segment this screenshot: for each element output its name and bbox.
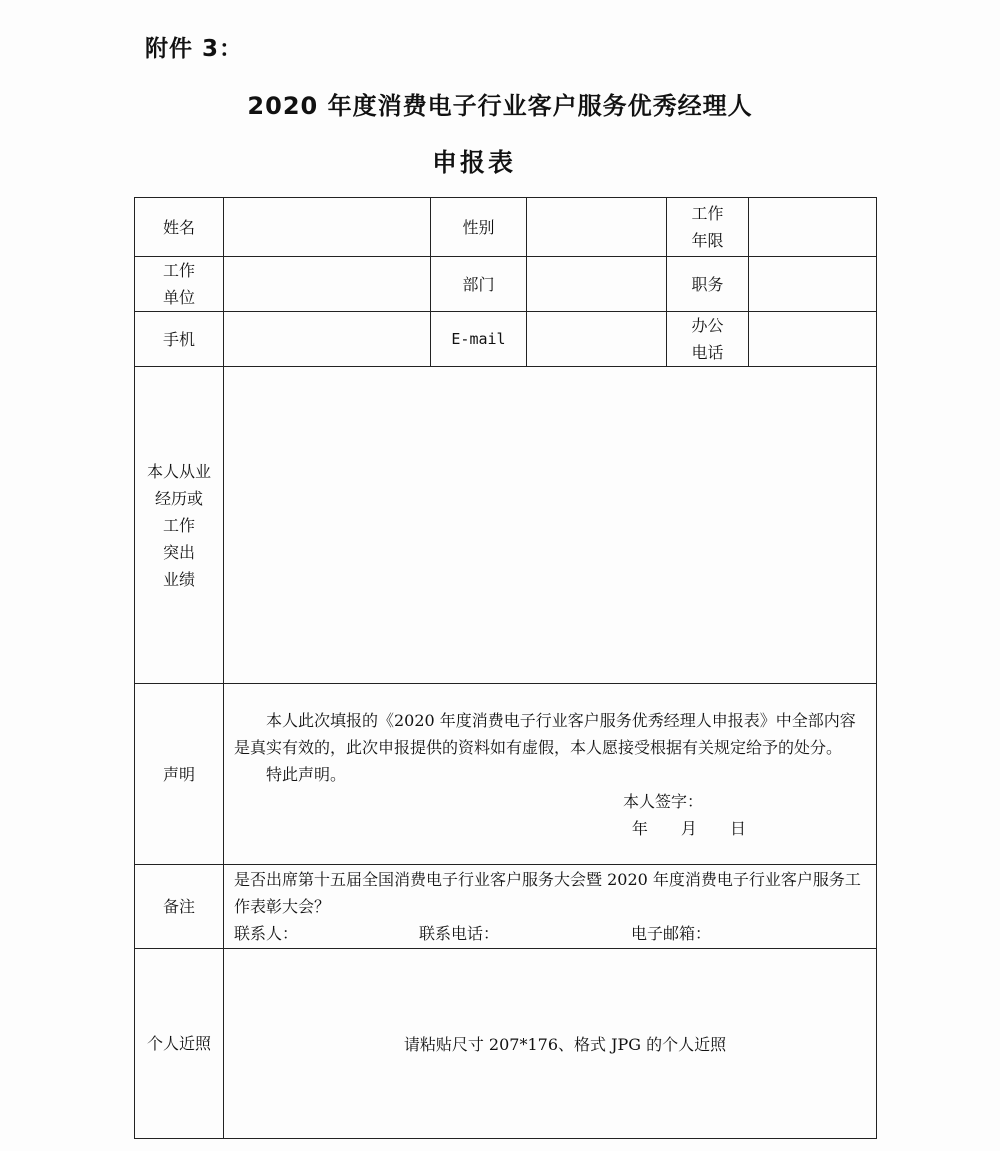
email-field[interactable] xyxy=(527,312,667,367)
career-label xyxy=(135,367,224,684)
contact-person-label: 联系人： xyxy=(234,924,299,943)
name-field[interactable] xyxy=(224,198,431,257)
mobile-label: 手机 xyxy=(135,312,224,367)
form-title: 2020 年度消费电子行业客户服务优秀经理人 xyxy=(247,92,753,120)
declaration-content xyxy=(224,684,877,865)
office-phone-field[interactable] xyxy=(749,312,877,367)
name-label: 姓名 xyxy=(135,198,224,257)
photo-label: 个人近照 xyxy=(135,949,224,1139)
department-field[interactable] xyxy=(527,257,667,312)
office-phone-label xyxy=(667,312,749,367)
attendance-question: 是否出席第十五届全国消费电子行业客户服务大会暨 2020 年度消费电子行业客户服务工作表彰大会？ xyxy=(234,870,861,916)
work-years-label-line1: 工作 xyxy=(691,204,724,223)
photo-instruction: 请粘贴尺寸 207*176、格式 JPG 的个人近照 xyxy=(403,1035,727,1054)
employer-label-line1: 工作 xyxy=(162,261,195,280)
work-years-label-line2: 年限 xyxy=(691,231,724,250)
email-label: E-mail xyxy=(431,312,527,367)
career-label-line5: 业绩 xyxy=(162,569,195,589)
gender-label: 性别 xyxy=(431,198,527,257)
remarks-label: 备注 xyxy=(135,865,224,949)
department-label: 部门 xyxy=(431,257,527,312)
table-row xyxy=(135,865,877,949)
career-label-line3: 工作 xyxy=(162,515,195,535)
table-row xyxy=(135,684,877,865)
signature-date: 年 月 日 xyxy=(631,818,746,838)
career-label-line2: 经历或 xyxy=(154,488,203,508)
contact-email-label: 电子邮箱： xyxy=(631,924,712,943)
position-field[interactable] xyxy=(749,257,877,312)
declaration-label: 声明 xyxy=(135,684,224,865)
position-label: 职务 xyxy=(667,257,749,312)
office-phone-label-line2: 电话 xyxy=(691,343,724,362)
employer-label-line2: 单位 xyxy=(162,288,195,307)
employer-label xyxy=(135,257,224,312)
application-form-table xyxy=(134,197,877,1139)
contact-phone-label: 联系电话： xyxy=(419,924,500,943)
career-label-line4: 突出 xyxy=(162,542,195,562)
attachment-label: 附件 3： xyxy=(145,36,244,62)
contact-line xyxy=(234,920,868,947)
work-years-label xyxy=(667,198,749,257)
signature-label: 本人签字： xyxy=(622,791,703,811)
declaration-closing: 特此声明。 xyxy=(266,764,347,784)
table-row xyxy=(135,312,877,367)
employer-field[interactable] xyxy=(224,257,431,312)
office-phone-label-line1: 办公 xyxy=(691,316,724,335)
career-field[interactable] xyxy=(224,367,877,684)
work-years-field[interactable] xyxy=(749,198,877,257)
table-row xyxy=(135,198,877,257)
table-row xyxy=(135,257,877,312)
table-row xyxy=(135,949,877,1139)
gender-field[interactable] xyxy=(527,198,667,257)
declaration-text: 本人此次填报的《2020 年度消费电子行业客户服务优秀经理人申报表》中全部内容是真实有效的，此次申报提供的资料如有虚假，本人愿接受根据有关规定给予的处分。 xyxy=(234,710,856,757)
table-row xyxy=(135,367,877,684)
career-label-line1: 本人从业 xyxy=(146,461,211,481)
form-subtitle: 申报表 xyxy=(431,148,516,177)
mobile-field[interactable] xyxy=(224,312,431,367)
remarks-content xyxy=(224,865,877,949)
photo-area[interactable] xyxy=(224,949,877,1139)
